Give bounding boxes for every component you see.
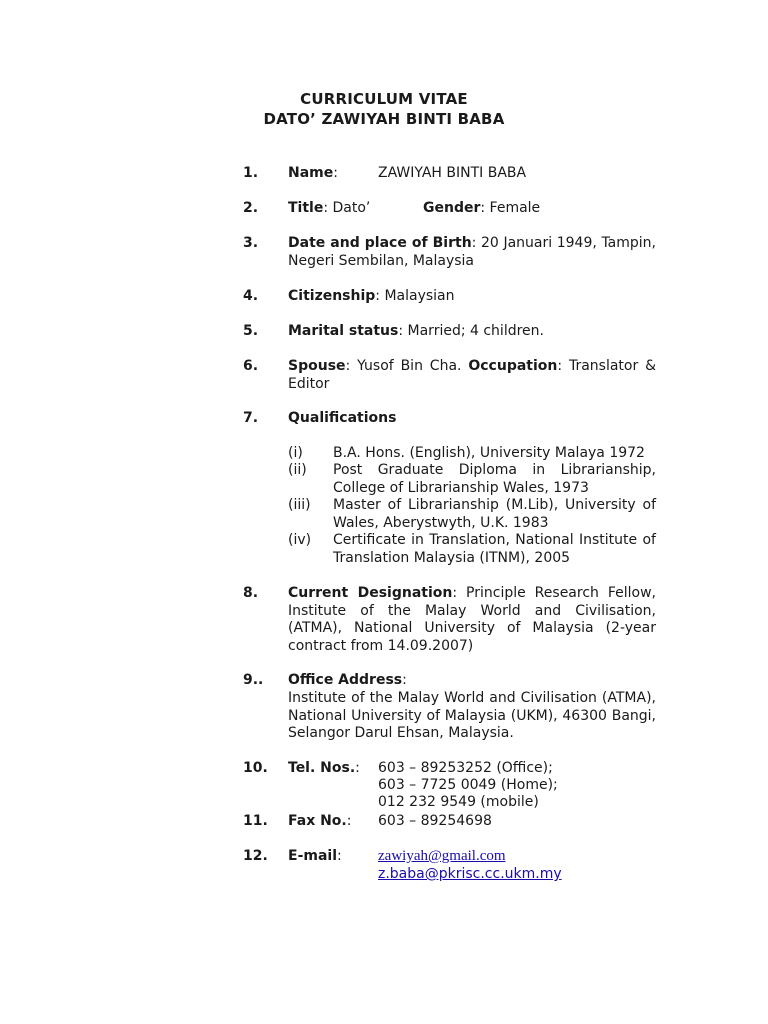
email-link-gmail[interactable]: zawiyah@gmail.com (378, 848, 506, 864)
item-number: 5. (243, 323, 259, 339)
citizenship-label: Citizenship (288, 288, 376, 304)
email-link-ukm[interactable]: z.baba@pkrisc.cc.ukm.my (378, 866, 562, 882)
qualification-text: Post Graduate Diploma in Librarianship, College of Librarianship Wales, 1973 (333, 462, 656, 496)
citizenship-row (288, 288, 656, 306)
item-number: 12. (243, 848, 268, 864)
office-label: Office Address (288, 672, 403, 688)
title-value: : Dato’ (323, 200, 371, 216)
name-label: Name (288, 165, 334, 181)
marital-value: : Married; 4 children. (398, 323, 544, 339)
fax-sep: : (346, 813, 352, 829)
item-number: 2. (243, 200, 259, 216)
item-number: 6. (243, 358, 259, 374)
document-title: CURRICULUM VITAE (300, 90, 468, 108)
gender-label: Gender (423, 200, 481, 216)
qualification-roman: (iv) (288, 532, 312, 548)
qualification-text: Master of Librarianship (M.Lib), University of Wales, Aberystwyth, U.K. 1983 (333, 497, 656, 531)
email-label: E-mail (288, 848, 338, 864)
name-sep: : (333, 165, 338, 181)
email-sep: : (337, 848, 342, 864)
tel-mobile: 012 232 9549 (mobile) (378, 794, 539, 810)
qualification-roman: (i) (288, 445, 303, 461)
qualification-text: Certificate in Translation, National Institute of Translation Malaysia (ITNM), 2005 (333, 532, 656, 566)
birth-value: : 20 Januari 1949, Tampin, Negeri Sembilan, Malaysia (288, 235, 656, 269)
spouse-label: Spouse (288, 358, 346, 374)
item-number: 10. (243, 760, 268, 776)
title-label: Title (288, 200, 324, 216)
marital-row (288, 323, 656, 341)
office-row (288, 672, 656, 690)
birth-row (288, 235, 656, 270)
tel-office: 603 – 89253252 (Office); (378, 760, 553, 776)
spouse-value: : Yusof Bin Cha. (345, 358, 462, 374)
gender-value: : Female (480, 200, 541, 216)
designation-label: Current Designation (288, 585, 453, 601)
marital-label: Marital status (288, 323, 399, 339)
document-subtitle: DATO’ ZAWIYAH BINTI BABA (263, 110, 505, 128)
qualification-text: B.A. Hons. (English), University Malaya 1972 (333, 445, 645, 461)
name-value: ZAWIYAH BINTI BABA (378, 165, 527, 181)
office-sep: : (402, 672, 407, 688)
office-address: Institute of the Malay World and Civilisation (ATMA), National University of Malaysia (UKM), 46300 Bangi, Selangor Darul Ehsan, Malaysia. (288, 690, 656, 741)
designation-value: : Principle Research Fellow, Institute of the Malay World and Civilisation, (ATMA), National University of Malaysia (2-year contract from 14.09.2007) (288, 585, 657, 654)
designation-row (288, 585, 656, 655)
item-number: 1. (243, 165, 259, 181)
tel-label: Tel. Nos. (288, 760, 356, 776)
fax-value: 603 – 89254698 (378, 813, 492, 829)
tel-home: 603 – 7725 0049 (Home); (378, 777, 558, 793)
item-number: 4. (243, 288, 259, 304)
qualification-roman: (ii) (288, 462, 307, 478)
item-number: 7. (243, 410, 259, 426)
occupation-value: : Translator & Editor (288, 358, 657, 392)
birth-label: Date and place of Birth (288, 235, 472, 251)
qualification-roman: (iii) (288, 497, 311, 513)
spouse-row (288, 358, 656, 393)
citizenship-value: : Malaysian (375, 288, 455, 304)
fax-label: Fax No. (288, 813, 347, 829)
occupation-label: Occupation (468, 358, 558, 374)
item-number: 3. (243, 235, 259, 251)
tel-sep: : (355, 760, 360, 776)
qualifications-label: Qualifications (288, 410, 397, 426)
item-number: 9.. (243, 672, 264, 688)
item-number: 11. (243, 813, 268, 829)
item-number: 8. (243, 585, 259, 601)
gender-row (423, 200, 540, 218)
